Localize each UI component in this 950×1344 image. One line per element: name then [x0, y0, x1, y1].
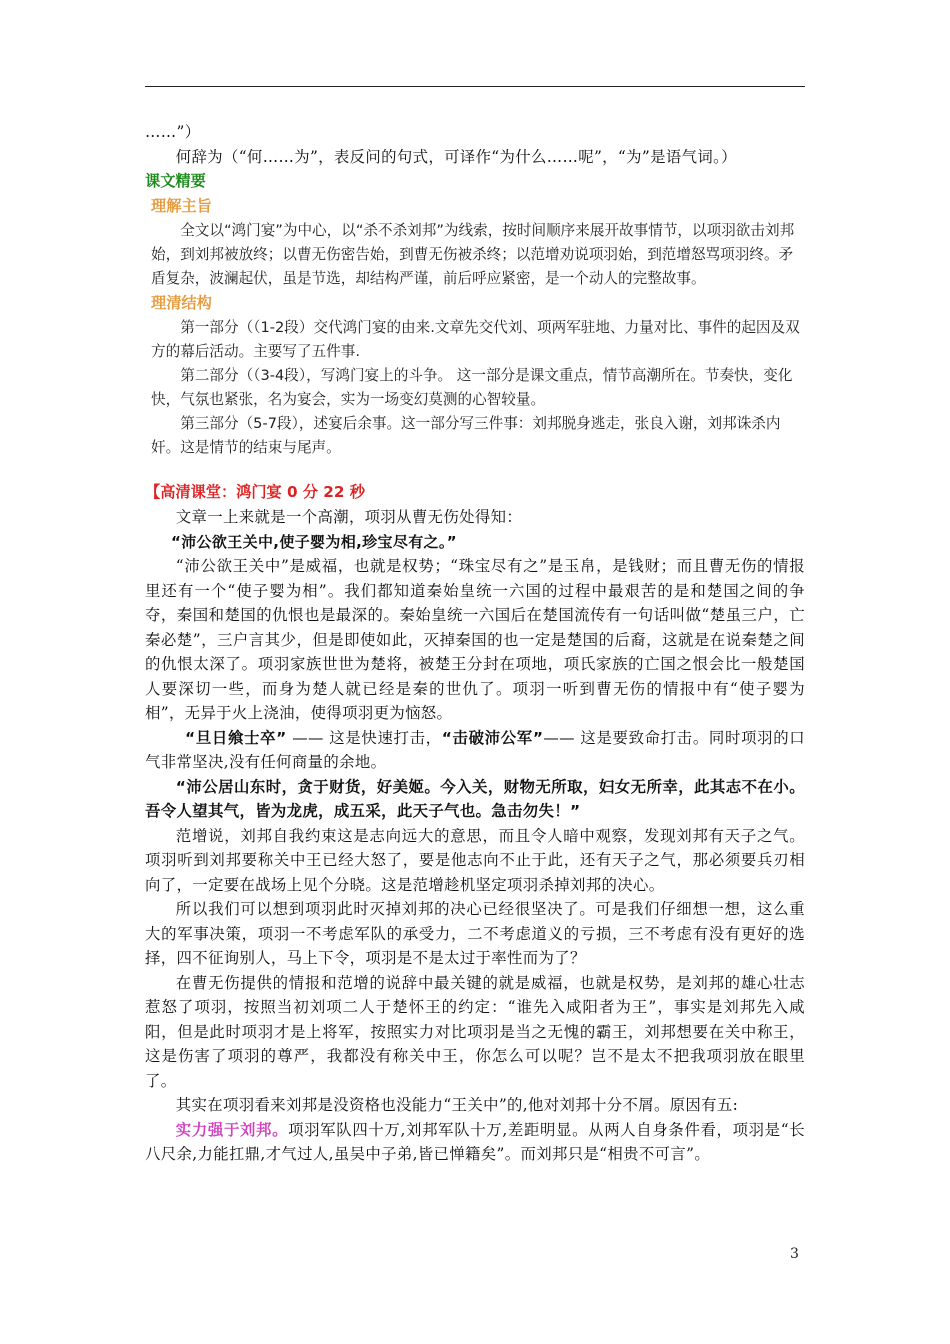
- document-page: [145, 120, 805, 1167]
- page-number: 3: [790, 1246, 799, 1262]
- paragraph-3-text-b: —— 这是要致命打击。同时项羽的口气非常坚决,没有任何商量的余地。: [145, 728, 806, 771]
- structure-part-3: 第三部分（5-7段），述宴后余事。这一部分写三件事：刘邦脱身逃走，张良入谢，刘邦诛杀内奸。这是情节的结束与尾声。: [151, 415, 781, 456]
- intro-line-1: ……”）: [145, 123, 201, 141]
- quote-3: “沛公居山东时，贪于财货，好美姬。今入关，财物无所取，妇女无所幸，此其志不在小。吾令人望其气，皆为龙虎，成五采，此天子气也。急击勿失！”: [145, 777, 805, 820]
- classroom-paragraph-5: 所以我们可以想到项羽此时灭掉刘邦的决心已经很坚决了。可是我们仔细想一想，这么重大的军事决策，项羽一不考虑军队的承受力，二不考虑道义的亏损，三不考虑有没有更好的选择，四不征询别人，马上下令，项羽是不是太过于率性而为了？: [145, 900, 805, 967]
- structure-part-1: 第一部分（（1-2段）交代鸿门宴的由来.文章先交代刘、项两军驻地、力量对比、事件的起因及双方的幕后活动。主要写了五件事.: [151, 319, 800, 360]
- theme-heading: 理解主旨: [151, 197, 212, 215]
- paragraph-3-text-a: —— 这是快速打击，: [286, 728, 442, 747]
- structure-heading: 理清结构: [151, 294, 212, 312]
- quote-1: “沛公欲王关中,使子婴为相,珍宝尽有之。”: [171, 532, 457, 551]
- classroom-paragraph-4: 范增说，刘邦自我约束这是志向远大的意思，而且令人暗中观察，发现刘邦有天子之气。项羽听到刘邦要称关中王已经大怒了，要是他志向不止于此，还有天子之气，那必须要兵刃相向了，一定要在战场上见个分晓。这是范增趁机坚定项羽杀掉刘邦的决心。: [145, 826, 805, 894]
- classroom-paragraph-8: [145, 1118, 805, 1167]
- structure-part-2: 第二部分（（3-4段），写鸿门宴上的斗争。 这一部分是课文重点，情节高潮所在。节奏快，变化快，气氛也紧张，名为宴会，实为一场变幻莫测的心智较量。: [151, 367, 793, 408]
- header-rule: [145, 86, 805, 87]
- paragraph-8-text: 项羽军队四十万,刘邦军队十万,差距明显。从两人自身条件看，项羽是“长八尺余,力能扛鼎,才气过人,虽吴中子弟,皆已惮籍矣”。而刘邦只是“相贵不可言”。: [145, 1120, 806, 1163]
- intro-line-2: 何辞为（“何……为”，表反问的句式，可译作“为什么……呢”，“为”是语气词。）: [175, 147, 737, 166]
- section-title: 课文精要: [145, 172, 206, 190]
- classroom-paragraph-1: 文章一上来就是一个高潮，项羽从曹无伤处得知：: [175, 508, 523, 526]
- classroom-paragraph-7: 其实在项羽看来刘邦是没资格也没能力“王关中”的,他对刘邦十分不屑。原因有五:: [175, 1096, 739, 1114]
- quote-2b: “击破沛公军”: [441, 728, 544, 747]
- classroom-paragraph-2: “沛公欲王关中”是威福，也就是权势；“珠宝尽有之”是玉帛，是钱财；而且曹无伤的情报里还有一个“使子婴为相”。我们都知道秦始皇统一六国的过程中最艰苦的是和楚国之间的争夺，秦国和楚国的仇恨也是最深的。秦始皇统一六国后在楚国流传有一句话叫做“楚虽三户，亡秦必楚”，三户言其少，但是即使如此，灭掉秦国的也一定是楚国的后裔，这就是在说秦楚之间的仇恨太深了。项羽家族世世为楚将，被楚王分封在项地，项氏家族的亡国之恨会比一般楚国人要深切一些，而身为楚人就已经是秦的世仇了。项羽一听到曹无伤的情报中有“使子婴为相”，无异于火上浇油，使得项羽更为恼怒。: [145, 557, 805, 722]
- classroom-paragraph-6: 在曹无伤提供的情报和范增的说辞中最关键的就是威福，也就是权势，是刘邦的雄心壮志惹怒了项羽，按照当初刘项二人于楚怀王的约定：“谁先入咸阳者为王”，事实是刘邦先入咸阳，但是此时项羽才是上将军，按照实力对比项羽是当之无愧的霸王，刘邦想要在关中称王，这是伤害了项羽的尊严，我都没有称关中王，你怎么可以呢？岂不是太不把我项羽放在眼里了。: [145, 973, 805, 1090]
- reason-label: 实力强于刘邦。: [175, 1120, 289, 1139]
- quote-2a: “旦日飨士卒”: [185, 728, 287, 747]
- classroom-paragraph-3: [145, 726, 805, 775]
- theme-paragraph: 全文以“鸿门宴”为中心，以“杀不杀刘邦”为线索，按时间顺序来展开故事情节，以项羽欲击刘邦始，到刘邦被放终；以曹无伤密告始，到曹无伤被杀终；以范增劝说项羽始，到范增怒骂项羽终。矛盾复杂，波澜起伏，虽是节选，却结构严谨，前后呼应紧密，是一个动人的完整故事。: [151, 222, 795, 287]
- classroom-heading: 【高清课堂：鸿门宴 0 分 22 秒: [145, 483, 365, 501]
